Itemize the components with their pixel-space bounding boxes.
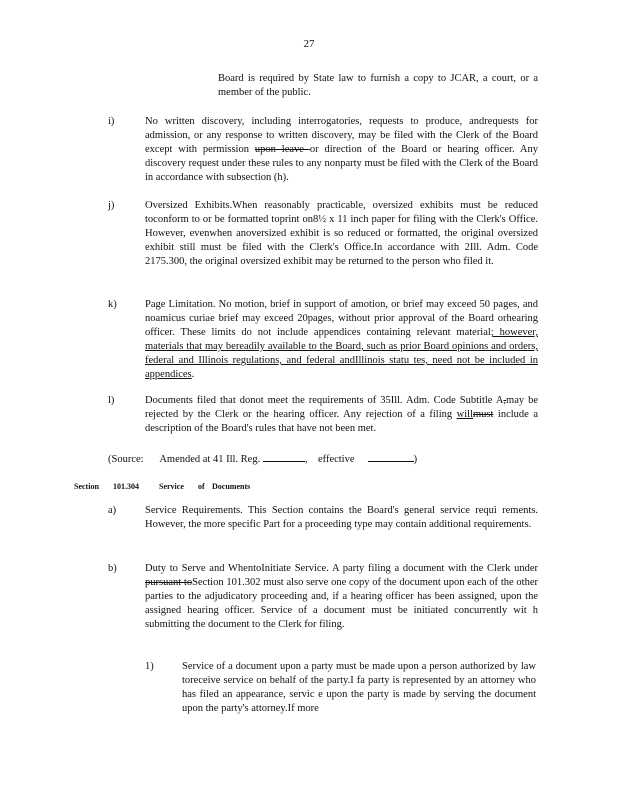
source-amended: Amended at 41 Ill. Reg.: [159, 454, 261, 465]
section-number: 101.304: [113, 482, 139, 491]
subitem-a-text: Service Requirements. This Section contains the Board's general service requi rements. However, the more specific Part for a proceeding type may contain additional requirements.: [145, 505, 538, 530]
source-effective-blank: [368, 451, 414, 462]
item-label-l: l): [108, 395, 115, 406]
source-close: ): [413, 454, 418, 465]
subitem-b-text-part1: Duty to Serve and WhentoInitiate Service. A party filing a document with the Clerk under: [145, 563, 538, 574]
item-l-text-part3: include a description of the Board's rules that have not been met.: [145, 409, 538, 434]
source-effective: effective: [317, 454, 355, 465]
source-comma: ,: [304, 454, 308, 465]
item-l-text: [145, 394, 538, 436]
item-i-text-part1: No written discovery, including interrogatories, requests to produce, andrequests for admission, or any response to written discovery, may be filed with the Clerk of the Board except with permission: [145, 116, 538, 155]
subitem-label-b1: 1): [145, 661, 154, 672]
continued-paragraph: Board is required by State law to furnish a copy to JCAR, a court, or a member of the public.: [218, 73, 538, 98]
source-label: (Source:: [108, 454, 144, 465]
item-l-text-part1: Documents filed that donot meet the requirements of 35Ill. Adm. Code Subtitle A: [145, 395, 504, 406]
section-title-documents: Documents: [212, 482, 251, 491]
item-k-underlined-text: ; however, materials that may bereadily available to the Board, such as prior Board opinions and orders, federal and Illinois regulations, and federal andIllinois statu tes, need not be included in appendices: [145, 327, 538, 380]
item-i-struck-text: upon leave: [254, 144, 310, 155]
subitem-b-text: [145, 562, 538, 632]
item-i-text-part2: or direction of the Board or hearing officer. Any discovery request under these rules to any nonparty must be filed with the Clerk of the Board in accordance with subsection (h).: [145, 144, 538, 183]
source-note: [108, 451, 538, 467]
item-l-struck-must: must: [473, 409, 494, 420]
subitem-b-struck-text: pursuant to: [145, 577, 193, 588]
item-j-text: Oversized Exhibits.When reasonably practicable, oversized exhibits must be reduced toconform to or be formatted toprint on8½ x 11 inch paper for filing with the Clerk's Office. However, evenwhen anoversized exhibit is so reduced or formatted, the original oversized exhibit still must be filed with the Clerk's Office.In accordance with 2Ill. Adm. Code 2175.300, the original oversized exhibit may be returned to the person who filed it.: [145, 200, 538, 267]
item-label-k: k): [108, 299, 117, 310]
subitem-b1-text: Service of a document upon a party must be made upon a person authorized by law toreceive service on behalf of the party.I fa party is represented by an attorney who has filed an appearance, servic e upon the party is made by serving the document upon the party's attorney.If more: [182, 661, 536, 714]
item-k-text: [145, 298, 538, 382]
subitem-label-a: a): [108, 505, 117, 516]
subitem-label-b: b): [108, 563, 117, 574]
item-k-text-main: Page Limitation. No motion, brief in support of amotion, or brief may exceed 50 pages, and noamicus curiae brief may exceed 20pages, without prior approval of the Board orhearing officer. These limits do not include appendices containing relevant material: [145, 299, 538, 338]
page-number: 27: [303, 38, 315, 50]
subitem-b-text-part2: Section 101.302 must also serve one copy of the document upon each of the other parties to the adjudicatory proceeding and, if a hearing officer has been assigned, upon the assigned hearing officer. Service of a document must be initiated concurrently wit h submitting the document to the Clerk for filing.: [145, 577, 538, 630]
source-reg-blank: [263, 451, 305, 462]
item-k-text-end: .: [191, 369, 195, 380]
section-title-of: of: [198, 482, 205, 491]
item-i-text: [145, 115, 538, 185]
item-label-i: i): [108, 116, 115, 127]
item-l-struck-comma: ,: [503, 395, 507, 406]
section-word: Section: [74, 482, 99, 491]
item-l-underlined-will: will: [456, 409, 473, 420]
item-label-j: j): [108, 200, 115, 211]
section-heading: [0, 480, 618, 492]
item-l-text-part2: may be rejected by the Clerk or the hearing officer. Any rejection of a filing: [145, 395, 538, 420]
section-title-service: Service: [159, 482, 184, 491]
